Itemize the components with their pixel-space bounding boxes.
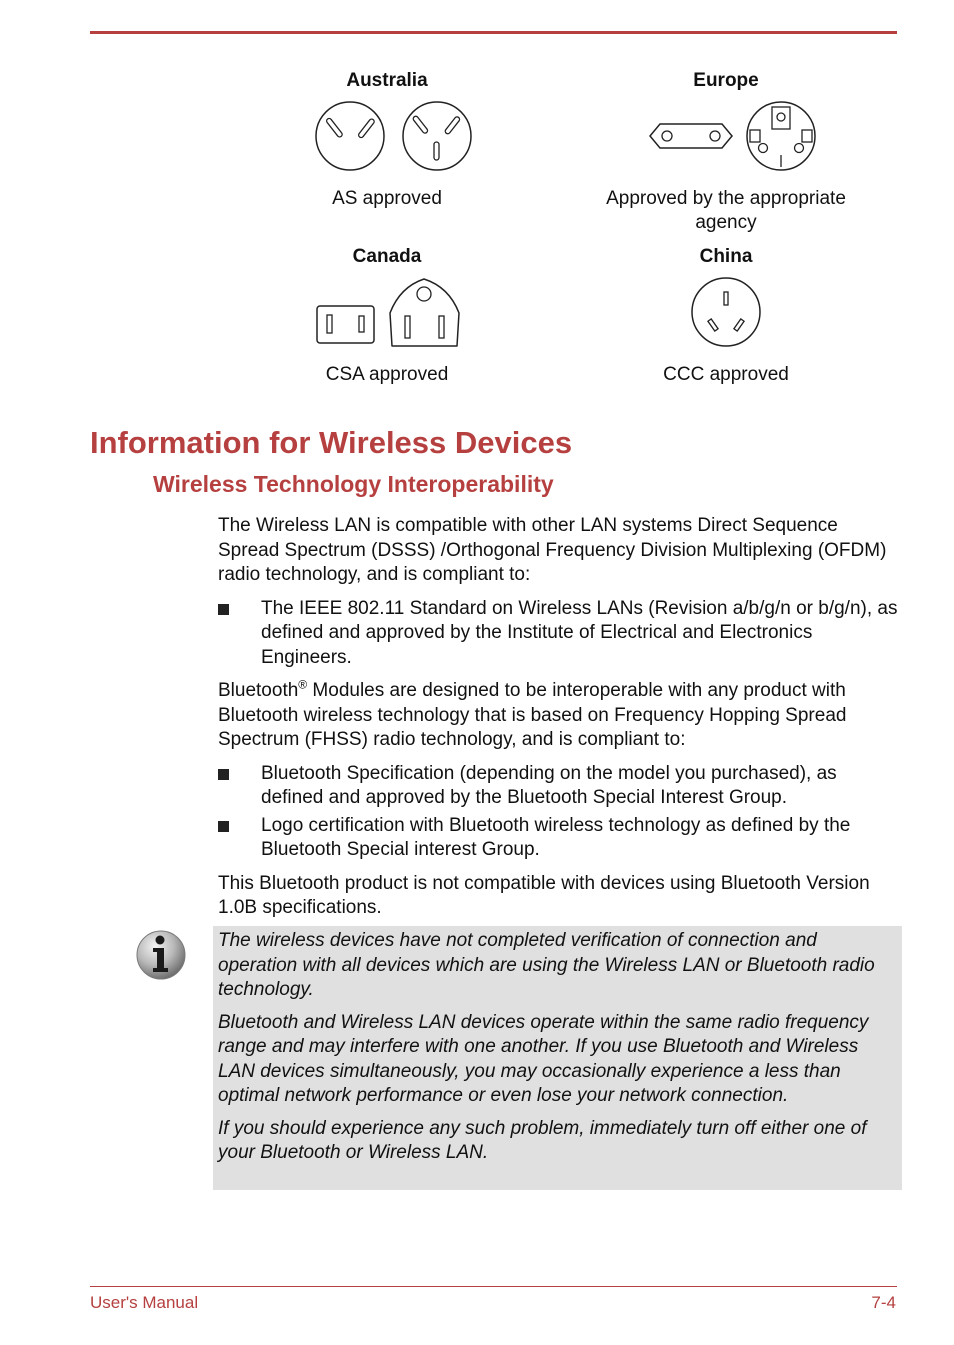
plug-title-australia: Australia [346,70,428,91]
bullet-list-bluetooth [218,762,898,863]
list-item [218,762,898,811]
note-paragraph: Bluetooth and Wireless LAN devices operate within the same radio frequency range and may interfere with one another. If you use Bluetooth and Wireless LAN devices simultaneously, you may occasionally experience a less than optimal network performance or even lose your network connection. [218,1011,869,1106]
europe-plug-icon [636,97,816,175]
paragraph-bluetooth-rest: Modules are designed to be interoperable with any product with Bluetooth wireless technology that is based on Frequency Hopping Spread Spectrum (FHSS) radio technology, and is compliant to: [218,680,847,750]
plug-caption-europe: Approved by the appropriate agency [606,188,846,233]
paragraph-bluetooth [218,679,898,753]
list-item [218,814,898,863]
info-icon [135,929,187,981]
note-paragraph: If you should experience any such problem, immediately turn off either one of your Bluetooth or Wireless LAN. [218,1117,867,1163]
list-item-text: Logo certification with Bluetooth wireless technology as defined by the Bluetooth Special interest Group. [261,814,851,860]
section-title: Information for Wireless Devices [90,425,573,460]
canada-plug-icon [302,273,472,351]
china-plug-icon [686,273,766,351]
plug-australia [287,70,487,211]
plug-caption-australia: AS approved [332,188,442,209]
section-subtitle: Wireless Technology Interoperability [153,471,554,497]
plug-title-china: China [699,246,753,267]
page-number: 7-4 [871,1293,896,1312]
plug-caption-china: CCC approved [663,364,789,385]
list-item-text: The IEEE 802.11 Standard on Wireless LANs (Revision a/b/g/n or b/g/n), as defined and approved by the Institute of Electrical and Electronics Engineers. [261,597,898,668]
bullet-square-icon [218,604,229,615]
body-content [218,514,898,930]
plug-canada [287,246,487,387]
list-item [218,597,898,671]
note-paragraph: The wireless devices have not completed verification of connection and operation with all devices which are using the Wireless LAN or Bluetooth radio technology. [218,930,875,1000]
plug-caption-canada: CSA approved [325,364,449,385]
footer-rule [90,1286,897,1287]
bullet-list-wlan [218,597,898,671]
bullet-square-icon [218,769,229,780]
plug-title-europe: Europe [693,70,759,91]
australia-plug-icon [302,97,472,175]
bluetooth-word: Bluetooth [218,680,299,701]
list-item-text: Bluetooth Specification (depending on the model you purchased), as defined and approved by the Bluetooth Special Interest Group. [261,762,837,808]
header-rule [90,31,897,34]
bullet-square-icon [218,821,229,832]
plug-title-canada: Canada [352,246,422,267]
paragraph-compatibility: This Bluetooth product is not compatible with devices using Bluetooth Version 1.0B specifications. [218,872,870,918]
registered-mark: ® [298,677,308,692]
footer-manual-title: User's Manual [90,1293,199,1312]
plug-europe [586,70,866,235]
note-box [213,926,902,1190]
paragraph-wlan: The Wireless LAN is compatible with other LAN systems Direct Sequence Spread Spectrum (DSSS) /Orthogonal Frequency Division Multiplexing (OFDM) radio technology, and is compliant to: [218,515,887,585]
plug-china [626,246,826,387]
